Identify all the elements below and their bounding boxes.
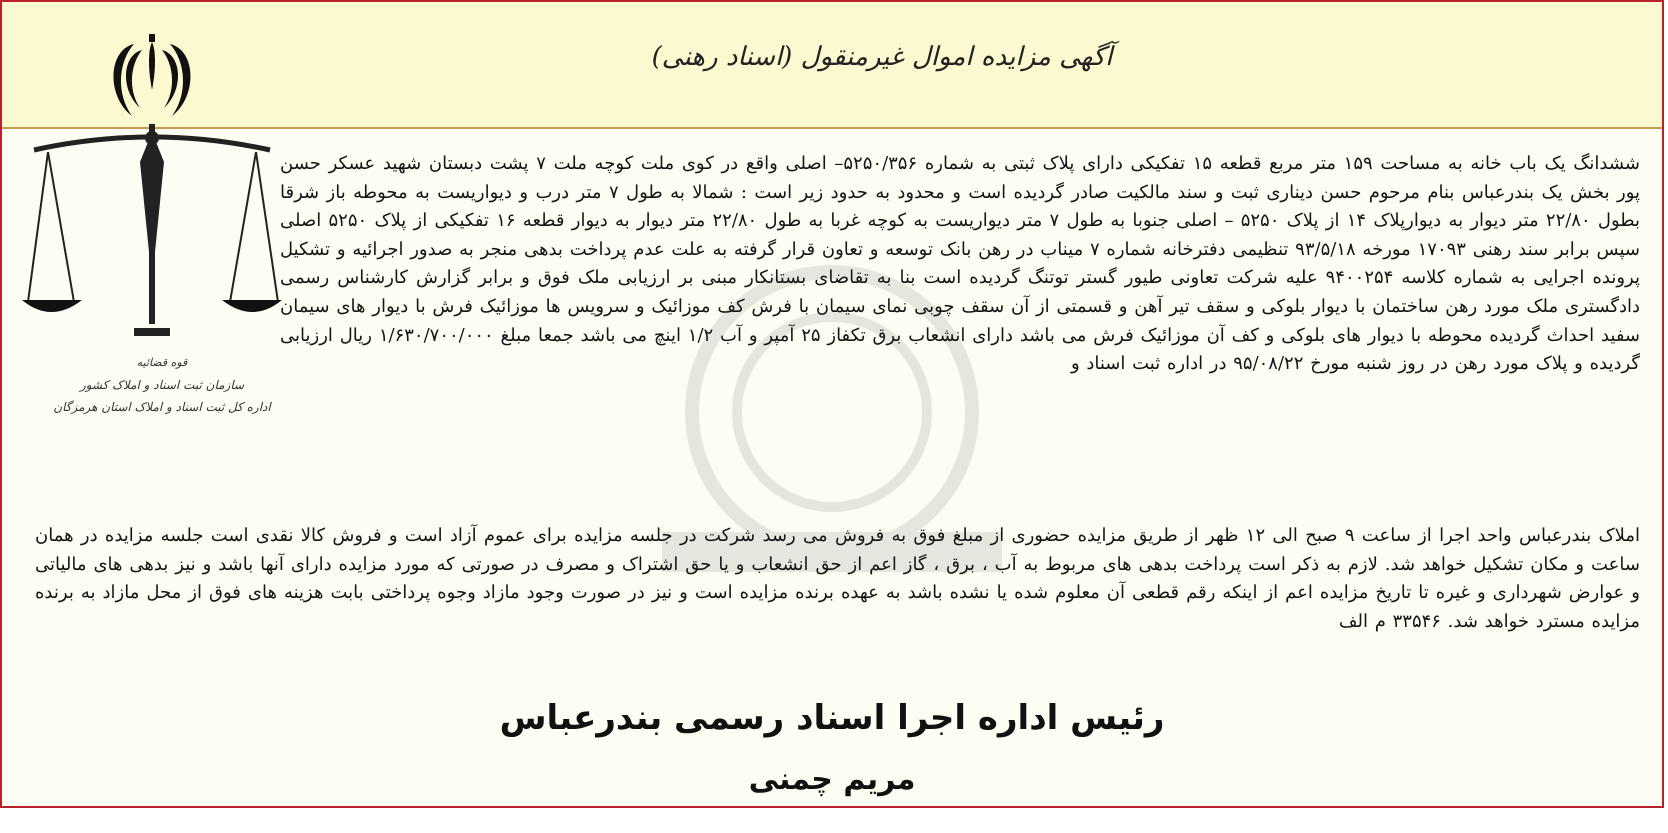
notice-body-upper: ششدانگ یک باب خانه به مساحت ۱۵۹ متر مربع قطعه ۱۵ تفکیکی دارای پلاک ثبتی به شماره ۵۲۵۰/۳۵۶– اصلی واقع در کوی ملت کوچه ملت ۷ پشت دبستان شهید عسکر حسن پور بخش یک بندرعباس بنام مرحوم حسن دیناری ثبت و سند مالکیت صادر گردیده است و محدود به حدود زیر است : شمالا به طول ۷ متر درب و دیواریست به محوطه باز شرقا بطول ۲۲/۸۰ متر دیوار به دیوارپلاک ۱۴ از پلاک ۵۲۵۰ – اصلی جنوبا به طول ۷ متر دیواریست به کوچه غربا به طول ۲۲/۸۰ متر دیوار به دیوار قطعه ۱۶ تفکیکی از پلاک ۵۲۵۰ اصلی سپس برابر سند رهنی ۱۷۰۹۳ مورخه ۹۳/۵/۱۸ تنظیمی دفترخانه شماره ۷ میناب در رهن بانک توسعه و تعاون قرار گرفته به علت عدم پرداخت بدهی منجر به صدور اجرائیه و تشکیل پرونده اجرایی به شماره کلاسه ۹۴۰۰۲۵۴ علیه شرکت تعاونی طیور گستر توتنگ گردیده است بنا به تقاضای بستانکار مبنی بر ارزیابی ملک فوق و برابر گزارش کارشناس رسمی دادگستری ملک مورد رهن ساختمان با دیوار بلوکی و سقف تیر آهن و قسمتی از آن سقف چوبی نمای سیمان با فرش کف موزائیک و سرویس ها موزائیک فرش با دیوار های سیمان سفید احداث گردیده محوطه با دیوار های بلوکی و کف آن موزائیک فرش می باشد دارای انشعاب برق تکفاز ۲۵ آمپر و آب ۱/۲ اینچ می باشد جمعا مبلغ ۱/۶۳۰/۷۰۰/۰۰۰ ریال ارزیابی گردیده و پلاک مورد رهن در روز شنبه مورخ ۹۵/۰۸/۲۲ در اداره ثبت اسناد و <box>280 153 1641 375</box>
scales-of-justice-icon <box>22 32 282 362</box>
organization-caption <box>42 352 282 418</box>
notice-body-lower: املاک بندرعباس واحد اجرا از ساعت ۹ صبح الی ۱۲ ظهر از طریق مزایده حضوری از مبلغ فوق به فروش می رسد شرکت در جلسه مزایده برای عموم آزاد است و فروش کالا نقدی است جلسه مزایده در همان ساعت و مکان تشکیل خواهد شد. لازم به ذکر است پرداخت بدهی های مربوط به آب ، برق ، گاز اعم از حق انشعاب و یا حق اشتراک و مصرف در صورتی که مورد مزایده دارای آنها باشد و نیز بدهی های مالیاتی و عوارض شهرداری و غیره تا تاریخ مزایده اعم از اینکه رقم قطعی آن معلوم شده یا نشده باشد به عهده برنده مزایده است و نیز در صورت وجود مازاد وجوه پرداختی بابت هزینه های فوق از محل مازاد به برنده مزایده مسترد خواهد شد. ۳۳۵۴۶ م الف <box>35 525 1640 632</box>
org-line-hormozgan: اداره کل ثبت اسناد و املاک استان هرمزگان <box>53 400 271 414</box>
signature-name: مریم چمنی <box>748 762 916 797</box>
org-line-judiciary: قوه قضائیه <box>136 356 188 369</box>
iran-emblem-icon <box>113 34 190 116</box>
org-line-registration: سازمان ثبت اسناد و املاک کشور <box>79 378 245 392</box>
notice-title: آگهی مزایده اموال غیرمنقول (اسناد رهنی) <box>651 42 1113 72</box>
signature-title: رئیس اداره اجرا اسناد رسمی بندرعباس <box>499 698 1165 738</box>
